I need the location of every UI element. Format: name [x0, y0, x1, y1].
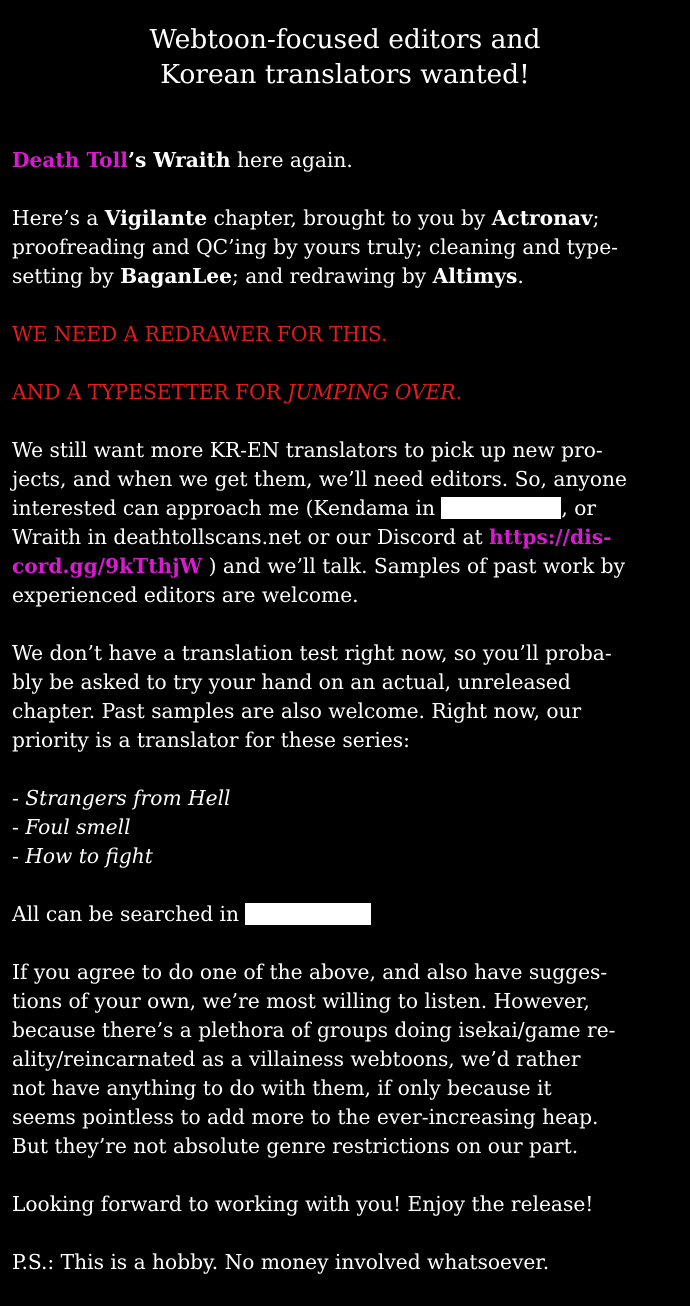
recruit-text: interested can approach me (Kendama in: [12, 496, 442, 520]
credits-text: ;: [592, 206, 600, 230]
credits-text: setting by: [12, 264, 121, 288]
suggestions-text: But they’re not absolute genre restrictions on our part.: [12, 1134, 579, 1158]
series-title: Vigilante: [104, 206, 208, 230]
list-dash: -: [12, 786, 26, 810]
test-text: We don’t have a translation test right now, so you’ll proba-: [12, 641, 612, 665]
list-dash: -: [12, 844, 26, 868]
credits-paragraph: [12, 204, 684, 291]
series-item: Foul smell: [25, 815, 131, 839]
recruit-text: jects, and when we get them, we’ll need editors. So, anyone: [12, 467, 627, 491]
recruit-text: , or: [561, 496, 597, 520]
suggestions-text: ality/reincarnated as a villainess webtoons, we’d rather: [12, 1047, 581, 1071]
title-line-1: Webtoon-focused editors and: [149, 24, 541, 55]
ps-line: P.S.: This is a hobby. No money involved whatsoever.: [12, 1250, 550, 1274]
credits-text: proofreading and QC’ing by yours truly; cleaning and type-: [12, 235, 618, 259]
test-text: chapter. Past samples are also welcome. Right now, our: [12, 699, 582, 723]
notice-text: .: [455, 380, 463, 404]
redacted-block: [245, 903, 371, 925]
notice-series: JUMPING OVER: [287, 380, 456, 404]
search-paragraph: [12, 900, 684, 929]
intro-paragraph: [12, 146, 684, 175]
recruit-text: experienced editors are welcome.: [12, 583, 359, 607]
title-line-2: Korean translators wanted!: [160, 59, 530, 90]
suggestions-text: If you agree to do one of the above, and also have sugges-: [12, 960, 608, 984]
test-text: bly be asked to try your hand on an actual, unreleased: [12, 670, 571, 694]
page-title: [0, 22, 690, 92]
notice-text: AND A TYPESETTER FOR: [12, 380, 288, 404]
typesetter-notice: [12, 378, 684, 407]
recruit-text: Wraith in deathtollscans.net or our Discord at: [12, 525, 490, 549]
redrawer-notice: WE NEED A REDRAWER FOR THIS.: [12, 322, 388, 346]
list-item: [12, 784, 684, 813]
list-item: [12, 813, 684, 842]
author-name: ’s Wraith: [127, 148, 231, 172]
credits-text: ; and redrawing by: [231, 264, 433, 288]
series-item: How to fight: [25, 844, 153, 868]
recruit-text: We still want more KR-EN translators to pick up new pro-: [12, 438, 603, 462]
discord-link[interactable]: cord.gg/9kTthjW: [12, 554, 203, 578]
credits-text: .: [517, 264, 524, 288]
message-body: [12, 146, 684, 1306]
series-item: Strangers from Hell: [25, 786, 231, 810]
closing-line: Looking forward to working with you! Enjoy the release!: [12, 1192, 594, 1216]
suggestions-text: because there’s a plethora of groups doing isekai/game re-: [12, 1018, 616, 1042]
translator-name: Actronav: [491, 206, 593, 230]
redrawer-name: Altimys: [432, 264, 518, 288]
list-dash: -: [12, 815, 26, 839]
series-list: [12, 784, 684, 871]
suggestions-text: tions of your own, we’re most willing to listen. However,: [12, 989, 590, 1013]
credits-text: chapter, brought to you by: [207, 206, 492, 230]
search-text: All can be searched in: [12, 902, 246, 926]
suggestions-paragraph: [12, 958, 684, 1161]
group-name: Death Toll: [12, 148, 128, 172]
intro-tail: here again.: [230, 148, 353, 172]
discord-link[interactable]: https://dis-: [489, 525, 612, 549]
redacted-block: [441, 497, 561, 519]
credits-text: Here’s a: [12, 206, 105, 230]
test-paragraph: [12, 639, 684, 755]
list-item: [12, 842, 684, 871]
cleaner-name: BaganLee: [120, 264, 232, 288]
suggestions-text: not have anything to do with them, if only because it: [12, 1076, 552, 1100]
recruit-paragraph: [12, 436, 684, 610]
test-text: priority is a translator for these series:: [12, 728, 410, 752]
suggestions-text: seems pointless to add more to the ever-increasing heap.: [12, 1105, 599, 1129]
recruit-text: ) and we’ll talk. Samples of past work by: [202, 554, 625, 578]
